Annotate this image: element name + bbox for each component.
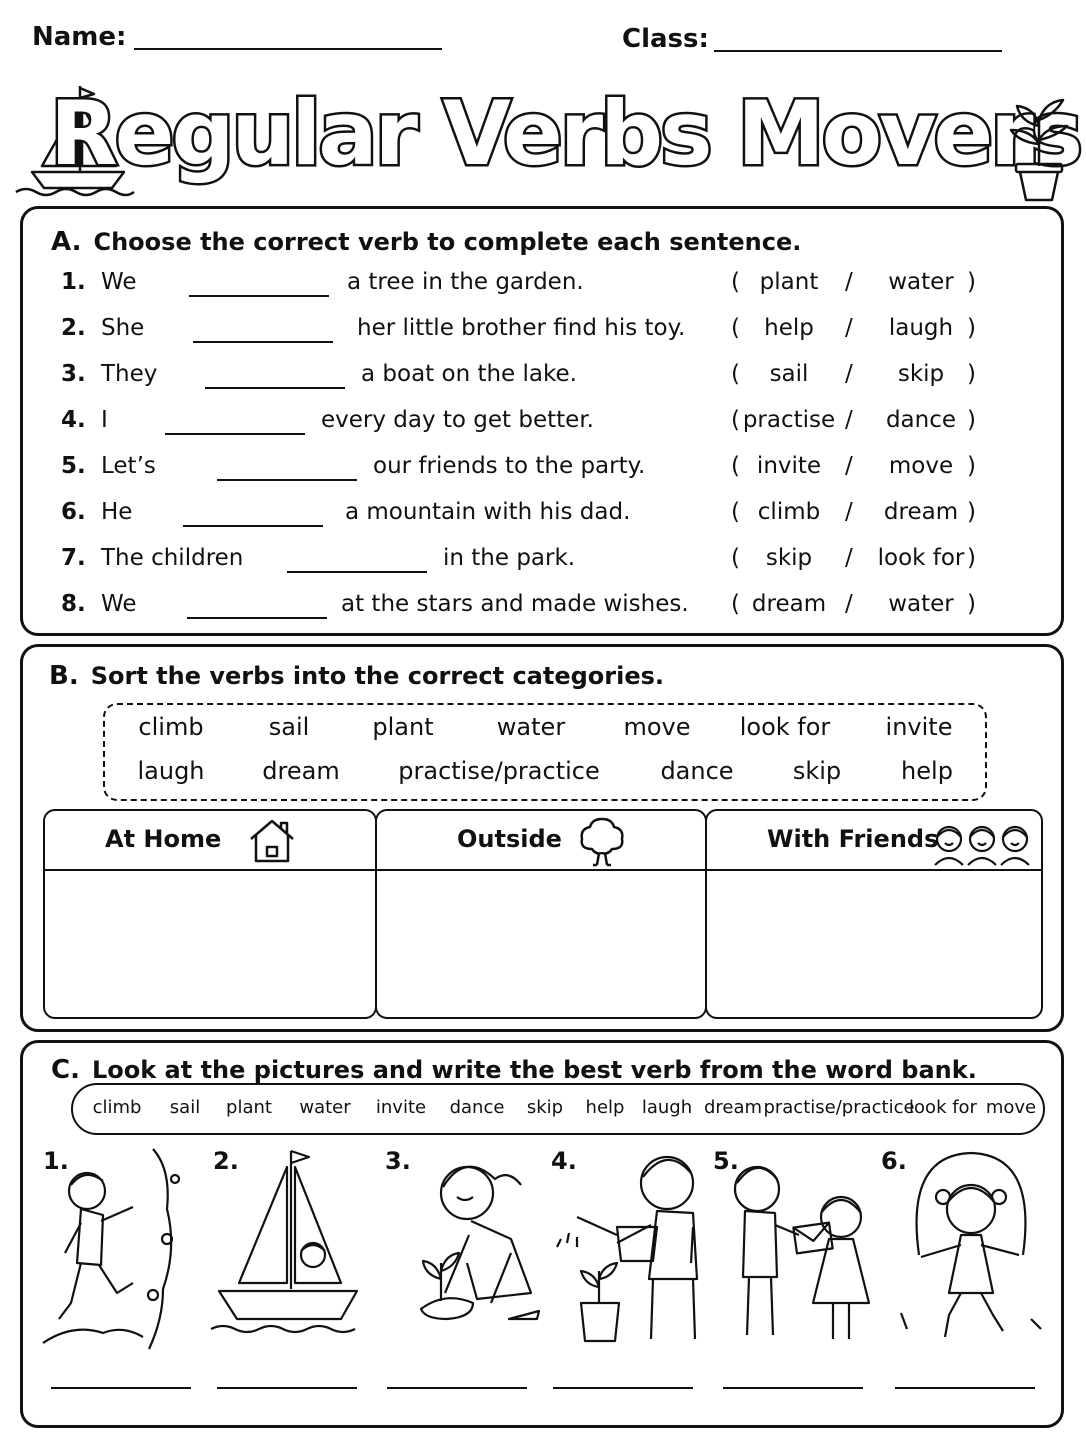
bank-word[interactable]: laugh (137, 757, 205, 785)
word-bank-item[interactable]: help (585, 1097, 625, 1118)
answer-blank[interactable] (189, 269, 329, 297)
name-label: Name: (32, 22, 127, 52)
section-b (20, 644, 1064, 1032)
option-2[interactable]: skip (897, 361, 945, 387)
sentence-start: She (101, 315, 145, 341)
boy-climbing-icon (41, 1143, 193, 1353)
boy-sailing-boat-icon (209, 1143, 365, 1339)
bank-word[interactable]: move (623, 713, 691, 741)
svg-text:Regular Verbs Movers: Regular Verbs Movers (50, 82, 1080, 185)
section-a (20, 206, 1064, 636)
category-with-friends[interactable] (705, 809, 1043, 1019)
potted-plant-icon (1004, 96, 1074, 206)
sentence-end: our friends to the party. (373, 453, 646, 479)
option-1[interactable]: skip (765, 545, 813, 571)
word-bank-item[interactable]: dance (449, 1097, 505, 1118)
option-2[interactable]: dance (885, 407, 957, 433)
category-title: Outside (457, 825, 562, 853)
answer-blank[interactable] (287, 545, 427, 573)
verb-bank (103, 703, 987, 801)
boy-watering-plant-icon (547, 1143, 723, 1349)
category-at-home[interactable] (43, 809, 377, 1019)
girl-skipping-rope-icon (881, 1143, 1057, 1353)
question-row (61, 361, 1021, 401)
word-bank-item[interactable]: water (299, 1097, 351, 1118)
girl-planting-icon (381, 1143, 561, 1343)
question-number: 6. (61, 499, 86, 525)
answer-blank[interactable] (205, 361, 345, 389)
bracket-close: ) (967, 591, 976, 617)
bank-word[interactable]: plant (372, 713, 434, 741)
word-bank-item[interactable]: practise/practice (763, 1097, 915, 1118)
answer-blank[interactable] (165, 407, 305, 435)
sentence-start: I (101, 407, 108, 433)
option-2[interactable]: move (888, 453, 954, 479)
option-separator: / (845, 499, 853, 525)
bracket-close: ) (967, 499, 976, 525)
option-separator: / (845, 315, 853, 341)
bracket-open: ( (731, 407, 740, 433)
boy-giving-invitation-icon (713, 1143, 885, 1349)
question-row (61, 545, 1021, 585)
word-bank-item[interactable]: climb (92, 1097, 142, 1118)
sentence-start: We (101, 269, 137, 295)
option-1[interactable]: invite (756, 453, 822, 479)
bank-word[interactable]: help (901, 757, 953, 785)
option-1[interactable]: climb (757, 499, 821, 525)
bracket-open: ( (731, 269, 740, 295)
bank-word[interactable]: dance (660, 757, 734, 785)
option-1[interactable]: help (764, 315, 814, 341)
word-bank-item[interactable]: plant (226, 1097, 272, 1118)
answer-blank[interactable] (183, 499, 323, 527)
bank-word[interactable]: water (496, 713, 566, 741)
sentence-end: a boat on the lake. (361, 361, 577, 387)
option-separator: / (845, 361, 853, 387)
option-separator: / (845, 269, 853, 295)
picture-number: 4. (551, 1147, 577, 1175)
name-field[interactable] (134, 48, 442, 50)
class-field[interactable] (714, 50, 1002, 52)
children-icon (931, 817, 1033, 865)
answer-line-1[interactable] (51, 1387, 191, 1389)
question-number: 2. (61, 315, 86, 341)
option-1[interactable]: practise (742, 407, 836, 433)
sentence-end: every day to get better. (321, 407, 594, 433)
worksheet-title (50, 72, 1080, 192)
answer-blank[interactable] (217, 453, 357, 481)
section-b-heading: B. Sort the verbs into the correct categories. (49, 661, 665, 691)
sentence-start: He (101, 499, 133, 525)
picture-word-bank (71, 1083, 1045, 1135)
answer-line-3[interactable] (387, 1387, 527, 1389)
question-row (61, 591, 1021, 631)
bracket-close: ) (967, 269, 976, 295)
question-number: 3. (61, 361, 86, 387)
sentence-end: at the stars and made wishes. (341, 591, 689, 617)
bank-word[interactable]: sail (268, 713, 310, 741)
sentence-end: a mountain with his dad. (345, 499, 631, 525)
bracket-close: ) (967, 315, 976, 341)
bracket-open: ( (731, 591, 740, 617)
option-separator: / (845, 545, 853, 571)
sentence-end: her little brother find his toy. (357, 315, 686, 341)
picture-number: 5. (713, 1147, 739, 1175)
word-bank-item[interactable]: look for (909, 1097, 977, 1118)
word-bank-item[interactable]: skip (526, 1097, 564, 1118)
option-separator: / (845, 591, 853, 617)
option-separator: / (845, 453, 853, 479)
category-outside[interactable] (375, 809, 707, 1019)
sentence-end: a tree in the garden. (347, 269, 584, 295)
option-2[interactable]: laugh (888, 315, 954, 341)
question-row (61, 407, 1021, 447)
picture-number: 2. (213, 1147, 239, 1175)
bank-word[interactable]: skip (792, 757, 842, 785)
section-c-heading: C. Look at the pictures and write the best verb from the word bank. (51, 1055, 977, 1085)
bracket-close: ) (967, 407, 976, 433)
bracket-open: ( (731, 499, 740, 525)
option-2[interactable]: water (888, 591, 954, 617)
category-title: With Friends (767, 825, 939, 853)
question-number: 1. (61, 269, 86, 295)
picture-number: 1. (43, 1147, 69, 1175)
bank-word[interactable]: practise/practice (398, 757, 600, 785)
sentence-start: They (101, 361, 158, 387)
picture-number: 6. (881, 1147, 907, 1175)
word-bank-item[interactable]: dream (703, 1097, 763, 1118)
bracket-open: ( (731, 545, 740, 571)
sentence-end: in the park. (443, 545, 576, 571)
word-bank-item[interactable]: sail (169, 1097, 201, 1118)
bank-word[interactable]: climb (138, 713, 204, 741)
question-row (61, 499, 1021, 539)
question-number: 5. (61, 453, 86, 479)
bracket-open: ( (731, 361, 740, 387)
option-2[interactable]: dream (883, 499, 959, 525)
option-2[interactable]: look for (877, 545, 965, 571)
tree-icon (577, 815, 627, 867)
question-row (61, 315, 1021, 355)
answer-line-6[interactable] (895, 1387, 1035, 1389)
bank-word[interactable]: dream (262, 757, 340, 785)
option-1[interactable]: dream (751, 591, 827, 617)
answer-blank[interactable] (187, 591, 327, 619)
word-bank-item[interactable]: laugh (641, 1097, 693, 1118)
bracket-close: ) (967, 453, 976, 479)
bracket-open: ( (731, 453, 740, 479)
house-icon (247, 817, 297, 865)
option-1[interactable]: plant (759, 269, 819, 295)
class-label: Class: (622, 24, 709, 54)
category-title: At Home (105, 825, 222, 853)
picture-number: 3. (385, 1147, 411, 1175)
question-number: 7. (61, 545, 86, 571)
answer-line-5[interactable] (723, 1387, 863, 1389)
bracket-close: ) (967, 545, 976, 571)
question-row (61, 453, 1021, 493)
question-number: 4. (61, 407, 86, 433)
sentence-start: Let’s (101, 453, 156, 479)
answer-line-2[interactable] (217, 1387, 357, 1389)
section-c (20, 1040, 1064, 1428)
answer-line-4[interactable] (553, 1387, 693, 1389)
sentence-start: The children (101, 545, 244, 571)
bracket-open: ( (731, 315, 740, 341)
section-a-heading: A. Choose the correct verb to complete each sentence. (51, 227, 802, 257)
bank-word[interactable]: invite (885, 713, 953, 741)
option-separator: / (845, 407, 853, 433)
sentence-start: We (101, 591, 137, 617)
bank-word[interactable]: look for (739, 713, 831, 741)
word-bank-item[interactable]: move (985, 1097, 1037, 1118)
word-bank-item[interactable]: invite (375, 1097, 427, 1118)
question-number: 8. (61, 591, 86, 617)
bracket-close: ) (967, 361, 976, 387)
option-1[interactable]: sail (769, 361, 809, 387)
answer-blank[interactable] (193, 315, 333, 343)
option-2[interactable]: water (888, 269, 954, 295)
question-row (61, 269, 1021, 309)
